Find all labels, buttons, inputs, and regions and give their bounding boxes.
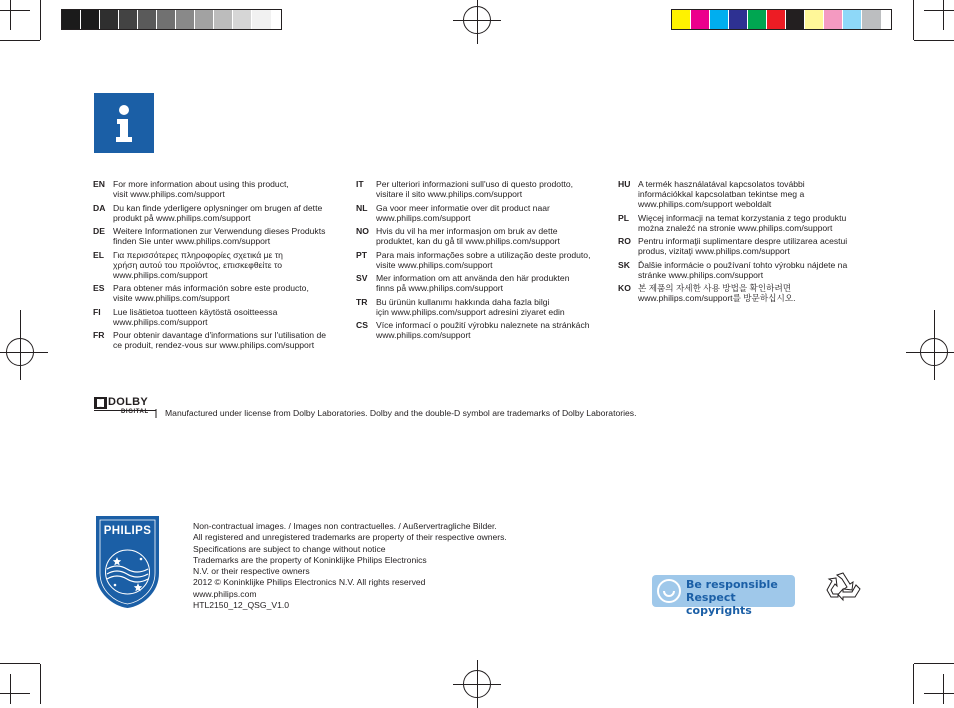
color-swatch: [862, 10, 881, 29]
color-swatch: [786, 10, 805, 29]
recycle-icon: [823, 571, 863, 609]
language-text: [376, 320, 590, 340]
language-entry-fi: [93, 307, 326, 327]
language-entry-fr: [93, 330, 326, 350]
language-text: [113, 330, 326, 350]
language-text-line: için www.philips.com/support adresini ziyaret edin: [376, 306, 565, 317]
language-text-line: www.philips.com/support: [113, 316, 208, 327]
footer-line: Specifications are subject to change without notice: [193, 543, 386, 554]
language-text-line: For more information about using this product,: [113, 179, 289, 189]
language-entry-no: [356, 226, 590, 246]
language-text-line: A termék használatával kapcsolatos további: [638, 179, 805, 189]
gray-swatches: [62, 10, 271, 29]
language-text: [113, 179, 289, 199]
language-text-line: www.philips.com/support를 방문하십시오.: [638, 293, 796, 303]
language-text-line: www.philips.com/support: [376, 212, 471, 223]
language-code: SV: [356, 273, 368, 283]
color-swatch: [672, 10, 691, 29]
language-text-line: Pour obtenir davantage d'informations sur l'utilisation de: [113, 330, 326, 340]
language-text-line: visit www.philips.com/support: [113, 189, 225, 199]
language-text-line: produkt på www.philips.com/support: [113, 212, 251, 223]
language-entry-ko: [618, 283, 847, 303]
language-text-line: Mer information om att använda den här produkten: [376, 273, 570, 283]
language-text-line: Per ulteriori informazioni sull'uso di questo prodotto,: [376, 179, 574, 189]
language-text-line: Du kan finde yderligere oplysninger om brugen af dette: [113, 202, 323, 213]
color-swatch: [805, 10, 824, 29]
gray-swatch: [138, 10, 157, 29]
language-text-line: produktet, kan du gå til www.philips.com/support: [376, 236, 560, 246]
language-text: [376, 297, 565, 317]
color-swatch: [748, 10, 767, 29]
footer-line: Non-contractual images. / Images non contractuelles. / Außervertragliche Bilder.: [193, 521, 497, 531]
language-text: [113, 226, 325, 246]
language-text-line: Hvis du vil ha mer informasjon om bruk av dette: [376, 226, 558, 236]
language-entry-cs: [356, 320, 590, 340]
language-text: [376, 273, 569, 293]
color-swatch: [729, 10, 748, 29]
language-code: HU: [618, 179, 631, 189]
color-swatch: [691, 10, 710, 29]
gray-swatch: [214, 10, 233, 29]
language-entry-el: [93, 250, 326, 280]
language-code: EL: [93, 249, 104, 260]
language-text-line: Bu ürünün kullanımı hakkında daha fazla bilgi: [376, 296, 550, 307]
language-column-1: [93, 179, 326, 354]
language-text-line: Pentru informaţii suplimentare despre utilizarea acestui: [638, 236, 848, 246]
footer-line: HTL2150_12_QSG_V1.0: [193, 600, 290, 611]
language-entry-pt: [356, 250, 590, 270]
language-text-line: 본 제품의 자세한 사용 방법을 확인하려면: [638, 283, 792, 293]
language-text: [638, 236, 847, 256]
language-entry-ro: [618, 236, 847, 256]
language-entry-de: [93, 226, 326, 246]
language-text-line: Více informací o použití výrobku naleznete na stránkách: [376, 320, 590, 330]
language-text-line: stránke www.philips.com/support: [638, 269, 764, 280]
language-entry-en: [93, 179, 326, 199]
language-entry-sk: [618, 260, 847, 280]
language-text-line: można znaleźć na stronie www.philips.com/support: [638, 222, 833, 233]
gray-swatch: [119, 10, 138, 29]
color-swatch: [710, 10, 729, 29]
gray-swatch: [176, 10, 195, 29]
language-code: PL: [618, 212, 629, 223]
language-text-line: www.philips.com/support: [113, 269, 208, 280]
language-text-line: Lue lisätietoa tuotteen käytöstä osoitteessa: [113, 306, 278, 317]
language-text: [638, 283, 795, 303]
language-text-line: Para obtener más información sobre este producto,: [113, 283, 309, 293]
language-code: ES: [93, 283, 105, 293]
language-text-line: ce produit, rendez-vous sur www.philips.com/support: [113, 340, 315, 350]
dolby-notice: Manufactured under license from Dolby Laboratories. Dolby and the double-D symbol are trademarks of Dolby Laboratories.: [165, 408, 637, 418]
language-code: CS: [356, 320, 368, 330]
language-text-line: visite www.philips.com/support: [376, 259, 493, 270]
language-code: FI: [93, 306, 101, 317]
language-code: DA: [93, 202, 106, 213]
language-text: [113, 283, 309, 303]
language-entry-da: [93, 203, 326, 223]
language-text: [638, 260, 847, 280]
language-code: RO: [618, 236, 631, 246]
language-code: NL: [356, 202, 368, 213]
language-code: FR: [93, 330, 105, 340]
language-column-2: [356, 179, 590, 344]
gray-swatch: [157, 10, 176, 29]
language-text-line: információkkal kapcsolatban tekintse meg a: [638, 189, 805, 199]
language-text: [376, 179, 573, 199]
gray-swatch: [100, 10, 119, 29]
dolby-word: DOLBY: [108, 396, 148, 408]
language-text-line: Ďalšie informácie o používaní tohto výrobku nájdete na: [638, 259, 848, 270]
language-entry-nl: [356, 203, 590, 223]
footer-line: www.philips.com: [193, 588, 257, 599]
footer-line: N.V. or their respective owners: [193, 566, 310, 577]
smiley-circle-icon: [656, 578, 682, 604]
color-swatch: [824, 10, 843, 29]
language-code: TR: [356, 296, 368, 307]
language-entry-es: [93, 283, 326, 303]
language-text-line: finden Sie unter www.philips.com/support: [113, 236, 271, 246]
respect-copyrights-text: Respect copyrights: [686, 591, 752, 617]
color-swatch: [843, 10, 862, 29]
philips-logo-text: PHILIPS: [103, 525, 152, 537]
footer-line: All registered and unregistered trademarks are property of their respective owners.: [193, 532, 507, 543]
language-text-line: finns på www.philips.com/support: [376, 283, 504, 293]
language-entry-tr: [356, 297, 590, 317]
language-entry-pl: [618, 213, 847, 233]
language-text-line: www.philips.com/support weboldalt: [638, 199, 772, 209]
language-text-line: χρήση αυτού του προϊόντος, επισκεφθείτε το: [113, 259, 283, 270]
language-code: KO: [618, 283, 631, 293]
language-text: [113, 203, 322, 223]
language-entry-hu: [618, 179, 847, 209]
language-text-line: Για περισσότερες πληροφορίες σχετικά με τη: [113, 249, 283, 260]
language-code: EN: [93, 179, 105, 189]
color-swatch: [767, 10, 786, 29]
footer-line: 2012 © Koninklijke Philips Electronics N.V. All rights reserved: [193, 577, 426, 588]
language-text-line: www.philips.com/support: [376, 330, 471, 340]
language-code: IT: [356, 179, 364, 189]
gray-swatch: [81, 10, 100, 29]
philips-shield-logo: [95, 515, 160, 609]
language-entry-sv: [356, 273, 590, 293]
language-code: DE: [93, 226, 105, 236]
language-text: [638, 179, 805, 209]
language-text: [376, 250, 590, 270]
language-text: [376, 226, 560, 246]
gray-swatch: [195, 10, 214, 29]
language-entry-it: [356, 179, 590, 199]
language-text: [638, 213, 846, 233]
dolby-digital-logo: [94, 397, 158, 424]
dolby-digital-word: DIGITAL: [121, 409, 149, 415]
be-responsible-badge: [652, 575, 795, 617]
language-text: [376, 203, 550, 223]
language-text-line: produs, vizitaţi www.philips.com/support: [638, 246, 790, 256]
gray-swatch: [252, 10, 271, 29]
language-code: NO: [356, 226, 369, 236]
language-text-line: visitare il sito www.philips.com/support: [376, 189, 523, 199]
language-column-3: [618, 179, 847, 307]
language-text-line: Ga voor meer informatie over dit product naar: [376, 202, 550, 213]
language-code: SK: [618, 259, 630, 270]
footer-line: Trademarks are the property of Koninklijke Philips Electronics: [193, 554, 427, 565]
language-text-line: visite www.philips.com/support: [113, 293, 230, 303]
language-text-line: Weitere Informationen zur Verwendung dieses Produkts: [113, 226, 326, 236]
color-swatches: [672, 10, 881, 29]
info-icon: [94, 93, 154, 153]
gray-swatch: [233, 10, 252, 29]
language-code: PT: [356, 249, 367, 260]
language-text-line: Para mais informações sobre a utilização deste produto,: [376, 249, 591, 260]
language-text-line: Więcej informacji na temat korzystania z tego produktu: [638, 212, 847, 223]
be-responsible-text: Be responsible: [686, 578, 778, 591]
legal-footer: [193, 521, 507, 611]
language-text: [113, 307, 277, 327]
gray-swatch: [62, 10, 81, 29]
language-text: [113, 250, 283, 280]
